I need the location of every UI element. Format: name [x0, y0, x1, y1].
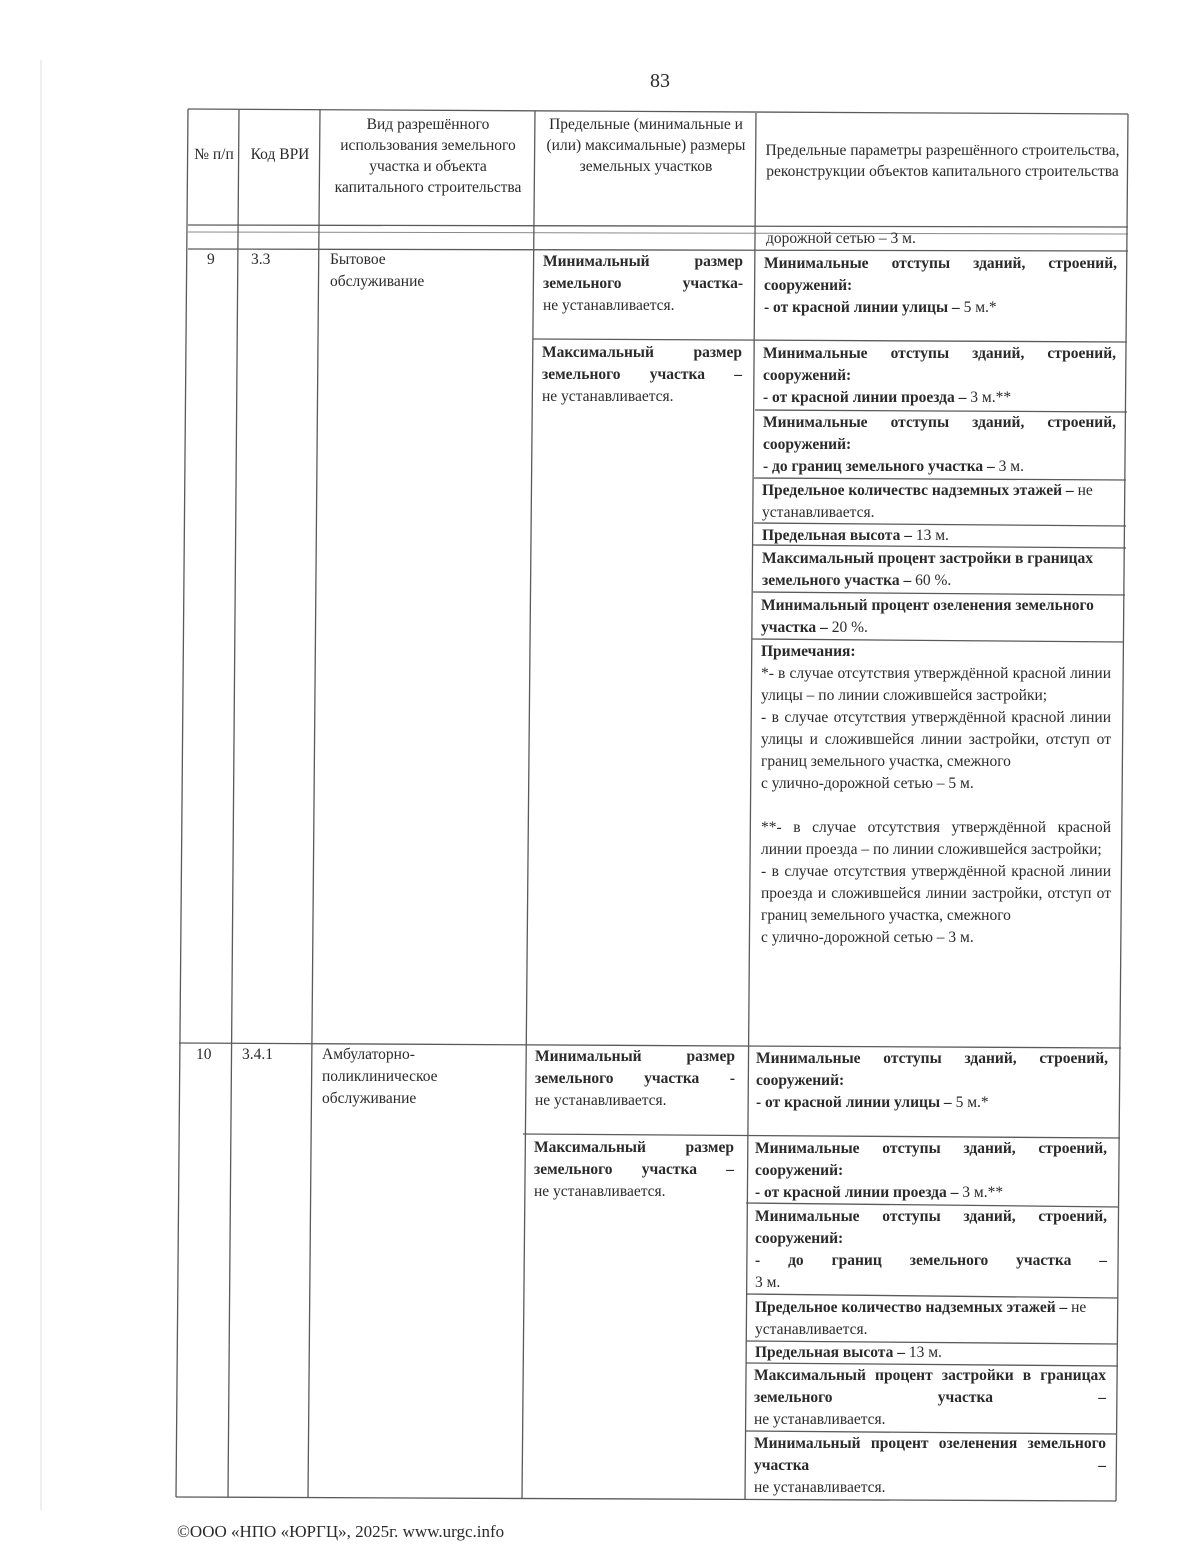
row9-param-7 [761, 595, 1114, 639]
header-num: № п/п [194, 146, 234, 163]
row10-name: Амбулаторно-поликлиническое обслуживание [322, 1046, 438, 1107]
row10-param-1 [756, 1048, 1108, 1114]
header-type: Вид разрешённого использования земельного участка и объекта капитального строительства [334, 116, 522, 196]
row10-param-7-label: Минимальный процент озеленения земельного участка – [754, 1435, 1106, 1474]
row10-max-size-value: не устанавливается. [534, 1183, 666, 1200]
row9-param-5-value: 13 м. [915, 527, 949, 544]
row9-param-1 [764, 253, 1117, 319]
row10-param-7-value: не устанавливается. [754, 1479, 886, 1496]
row10-param-2-label: - от красной линии проезда – [755, 1184, 959, 1201]
row9-param-3 [763, 412, 1116, 478]
row10-param-2-head: Минимальные отступы зданий, строений, сооружений: [755, 1140, 1107, 1179]
row10-param-3 [755, 1206, 1107, 1294]
row10-min-size [535, 1046, 735, 1112]
row9-param-4-label: Предельное количествс надземных этажей – [762, 482, 1074, 499]
row9-note-2-end: с улично-дорожной сетью – 5 м. [761, 775, 974, 792]
page-number: 83 [650, 70, 670, 92]
row9-param-4 [762, 480, 1115, 524]
row9-param-7-value: 20 %. [831, 619, 868, 636]
row10-max-size-label: Максимальный размер земельного участка – [534, 1139, 734, 1178]
row10-param-5-label: Предельная высота – [755, 1344, 905, 1361]
row10-param-5 [755, 1342, 1107, 1364]
header-size: Предельные (минимальные и (или) максимальные) размеры земельных участков [546, 116, 746, 175]
row10-min-size-value: не устанавливается. [535, 1092, 667, 1109]
row9-param-1-head: Минимальные отступы зданий, строений, сооружений: [764, 255, 1117, 294]
row10-min-size-label: Минимальный размер земельного участка - [535, 1048, 735, 1087]
row10-max-size [534, 1137, 734, 1203]
row10-num: 10 [196, 1046, 212, 1063]
row9-param-6-value: 60 %. [915, 572, 952, 589]
row10-param-4 [755, 1297, 1107, 1341]
row10-param-1-head: Минимальные отступы зданий, строений, сооружений: [756, 1050, 1108, 1089]
row9-note-2: - в случае отсутствия утверждённой красной линии улицы и сложившейся линии застройки, отступ от границ земельного участка, смежного [761, 709, 1111, 770]
row9-max-size-label: Максимальный размер земельного участка – [542, 344, 742, 383]
row9-param-6 [762, 548, 1115, 592]
row9-param-2-head: Минимальные отступы зданий, строений, сооружений: [763, 345, 1116, 384]
row10-param-3-label: - до границ земельного участка – [755, 1252, 1107, 1269]
row10-param-6-value: не устанавливается. [754, 1411, 886, 1428]
header-params: Предельные параметры разрешённого строительства, реконструкции объектов капитального строительства [765, 142, 1120, 180]
row10-param-1-label: - от красной линии улицы – [756, 1094, 952, 1111]
row10-param-2-value: 3 м.** [962, 1184, 1004, 1201]
row9-min-size [543, 251, 743, 317]
continuation-text: дорожной сетью – 3 м. [766, 230, 916, 247]
row9-param-1-label: - от красной линии улицы – [764, 299, 960, 316]
row9-param-2 [763, 343, 1116, 409]
row9-max-size [542, 342, 742, 408]
header-code: Код ВРИ [250, 146, 310, 163]
row9-name: Бытовое обслуживание [330, 251, 425, 290]
footer-copyright: ©ООО «НПО «ЮРГЦ», 2025г. www.urgc.info [177, 1522, 505, 1541]
row9-note-3: **- в случае отсутствия утверждённой красной линии проезда – по линии сложившейся застройки; [761, 819, 1111, 858]
row9-note-4-end: с улично-дорожной сетью – 3 м. [761, 929, 974, 946]
row9-notes-title: Примечания: [761, 643, 856, 660]
row9-note-1: *- в случае отсутствия утверждённой красной линии улицы – по линии сложившейся застройки; [761, 665, 1111, 704]
row10-param-4-label: Предельное количество надземных этажей – [755, 1299, 1068, 1316]
row10-param-1-value: 5 м.* [955, 1094, 989, 1111]
row10-param-6 [754, 1365, 1106, 1431]
row9-note-4: - в случае отсутствия утверждённой красной линии проезда и сложившейся линии застройки, отступ от границ земельного участка, смежного [761, 863, 1111, 924]
row10-param-3-value: 3 м. [755, 1274, 781, 1291]
row10-code: 3.4.1 [242, 1046, 273, 1063]
row9-param-3-label: - до границ земельного участка – [763, 458, 995, 475]
row10-param-4-value: не устанавливается. [755, 1299, 1087, 1338]
row9-param-4-value: не устанавливается. [762, 482, 1093, 521]
row9-param-3-value: 3 м. [998, 458, 1024, 475]
row9-param-2-value: 3 м.** [970, 389, 1012, 406]
row9-param-7-label: Минимальный процент озеленения земельного участка – [761, 597, 1094, 636]
row10-param-2 [755, 1138, 1107, 1204]
row9-param-5 [762, 525, 1115, 547]
row10-param-5-value: 13 м. [908, 1344, 942, 1361]
row9-num: 9 [207, 251, 215, 268]
row9-param-5-label: Предельная высота – [762, 527, 912, 544]
row9-param-6-label: Максимальный процент застройки в границах земельного участка – [762, 550, 1093, 589]
row9-code: 3.3 [251, 251, 271, 268]
row9-param-2-label: - от красной линии проезда – [763, 389, 967, 406]
row10-param-6-label: Максимальный процент застройки в границах земельного участка – [754, 1367, 1106, 1406]
row9-param-1-value: 5 м.* [963, 299, 997, 316]
row9-min-size-value: не устанавливается. [543, 297, 675, 314]
row9-notes [761, 641, 1111, 949]
row9-max-size-value: не устанавливается. [542, 388, 674, 405]
row10-param-7 [754, 1433, 1106, 1499]
row9-param-3-head: Минимальные отступы зданий, строений, сооружений: [763, 414, 1116, 453]
row10-param-3-head: Минимальные отступы зданий, строений, сооружений: [755, 1208, 1107, 1247]
row9-min-size-label: Минимальный размер земельного участка- [543, 253, 743, 292]
